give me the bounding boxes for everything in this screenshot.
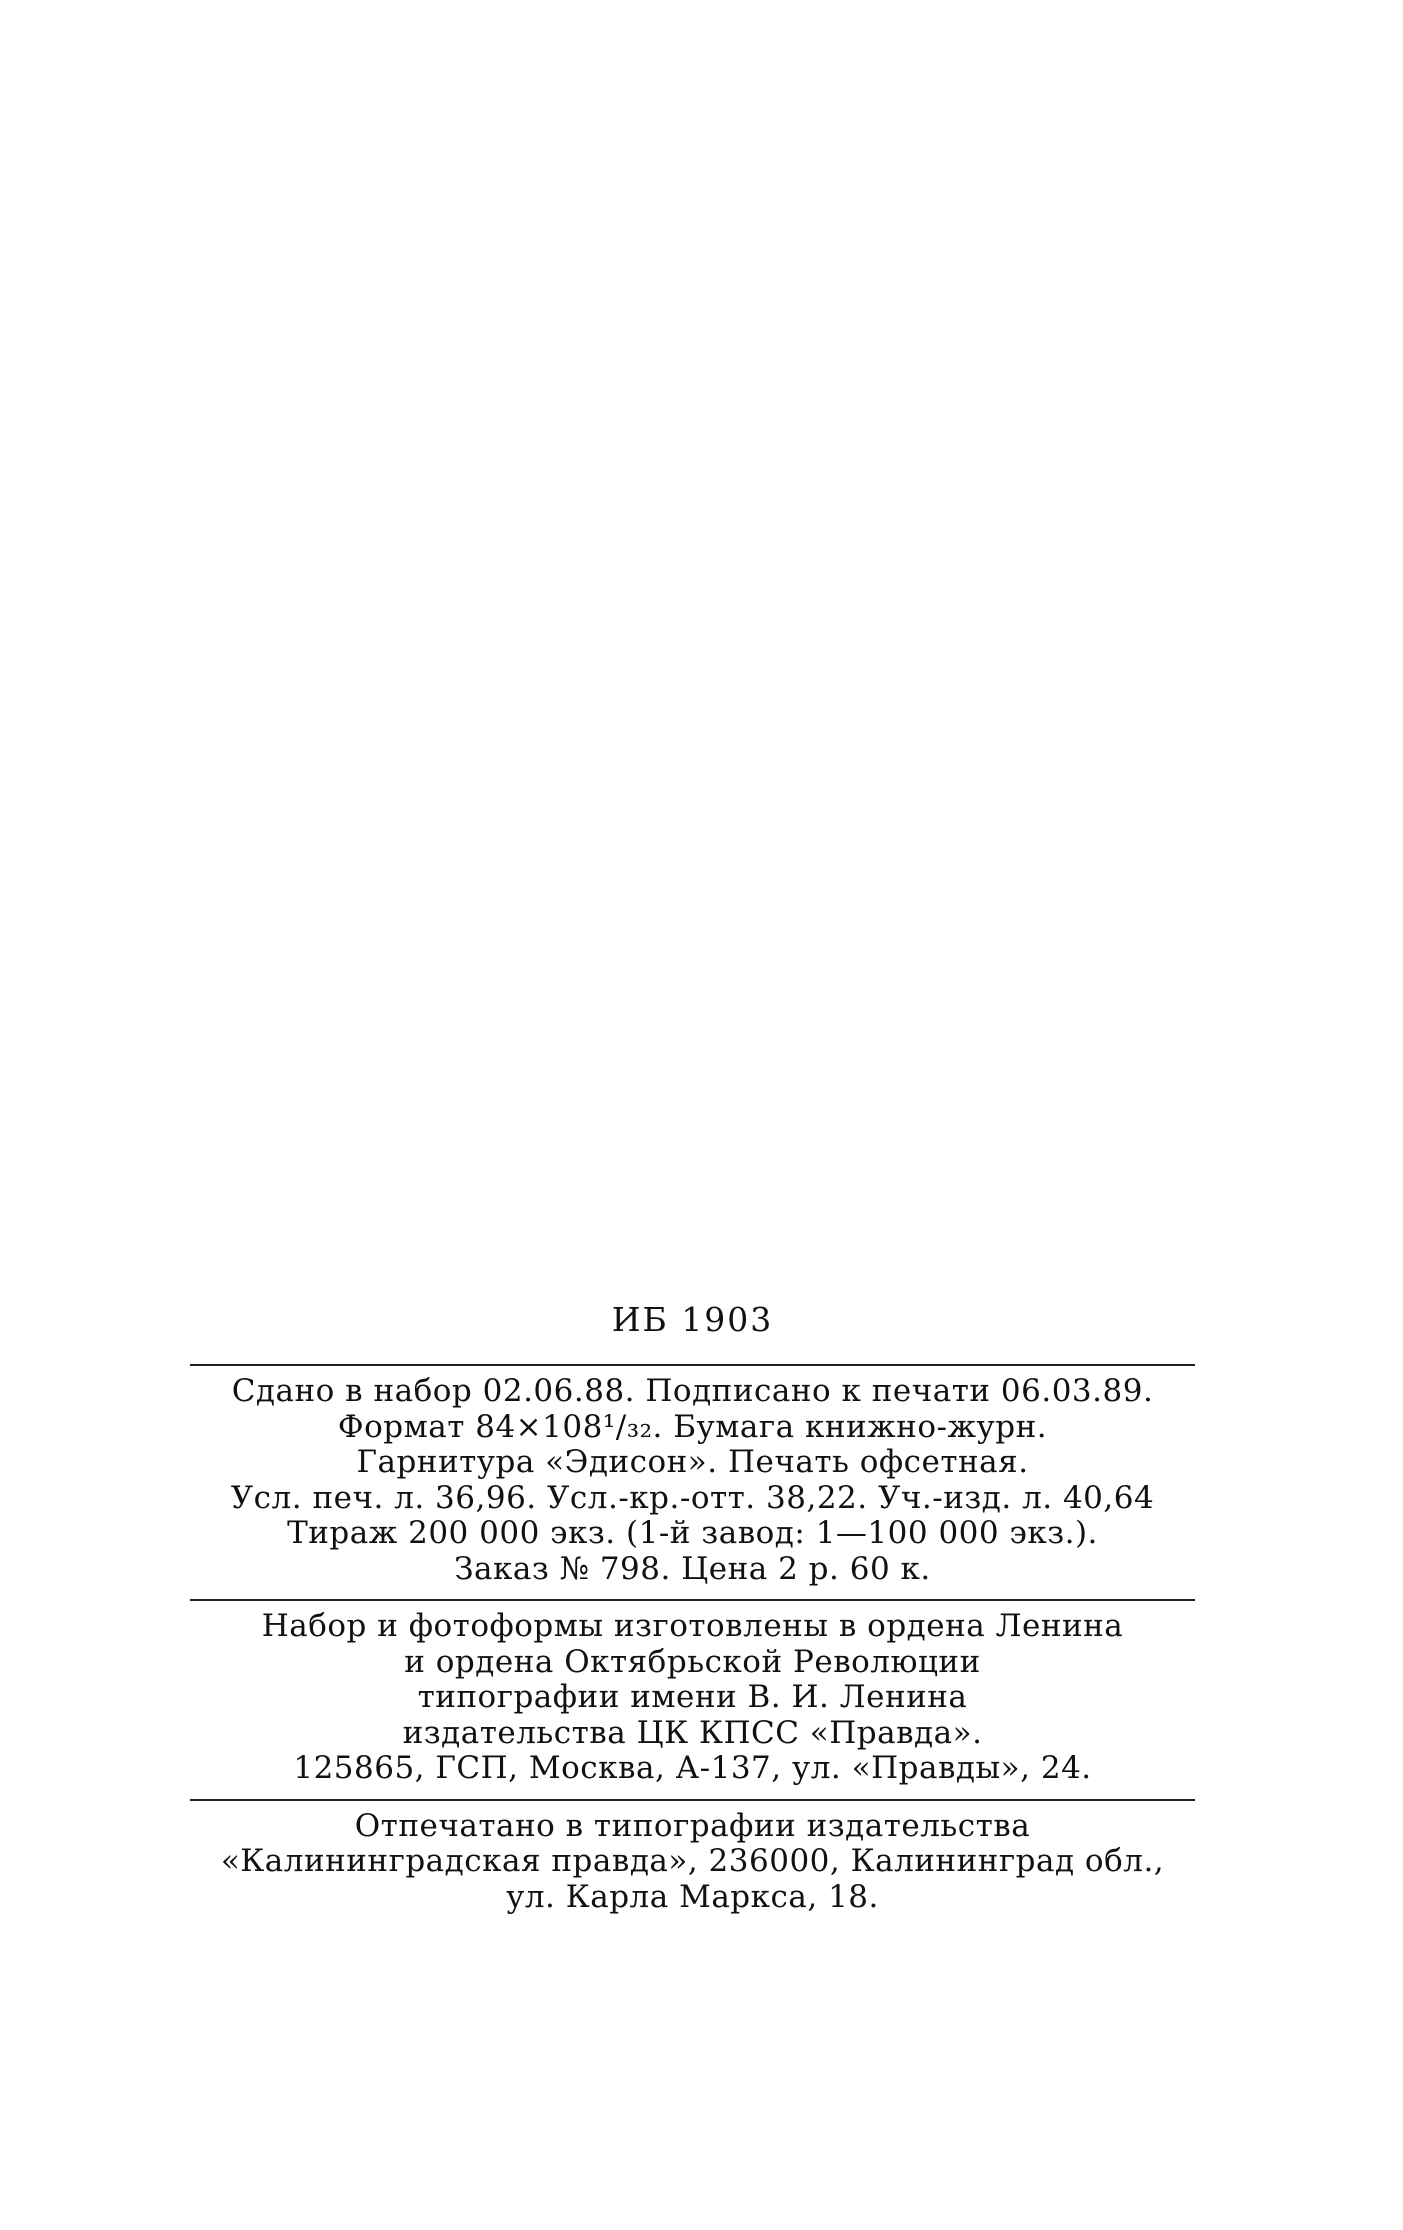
typesetting-details [190, 1601, 1195, 1799]
typesetting-line: и ордена Октябрьской Революции [404, 1643, 981, 1680]
typesetting-line: Набор и фотоформы изготовлены в ордена Ленина [261, 1608, 1124, 1644]
publishing-line: Заказ № 798. Цена 2 р. 60 к. [454, 1550, 931, 1587]
publishing-line: Сдано в набор 02.06.88. Подписано к печати 06.03.89. [231, 1373, 1154, 1409]
typesetting-line: 125865, ГСП, Москва, А-137, ул. «Правды», 24. [293, 1750, 1092, 1786]
printing-line: «Калининградская правда», 236000, Калининград обл., [220, 1843, 1165, 1879]
publishing-line: Усл. печ. л. 36,96. Усл.-кр.-отт. 38,22. Уч.-изд. л. 40,64 [230, 1479, 1155, 1516]
publishing-line: Гарнитура «Эдисон». Печать офсетная. [356, 1444, 1029, 1480]
ib-number: ИБ 1903 [611, 1300, 774, 1339]
typesetting-line: издательства ЦК КПСС «Правда». [402, 1714, 983, 1751]
printing-details [190, 1801, 1195, 1928]
publishing-details [190, 1366, 1195, 1599]
publishing-line: Формат 84×108¹/₃₂. Бумага книжно-журн. [337, 1408, 1048, 1445]
printing-line: ул. Карла Маркса, 18. [506, 1878, 879, 1915]
publishing-line: Тираж 200 000 экз. (1-й завод: 1—100 000 экз.). [287, 1515, 1098, 1551]
printing-line: Отпечатано в типографии издательства [354, 1807, 1031, 1844]
imprint-block [190, 1300, 1195, 1927]
typesetting-line: типографии имени В. И. Ленина [417, 1679, 968, 1715]
